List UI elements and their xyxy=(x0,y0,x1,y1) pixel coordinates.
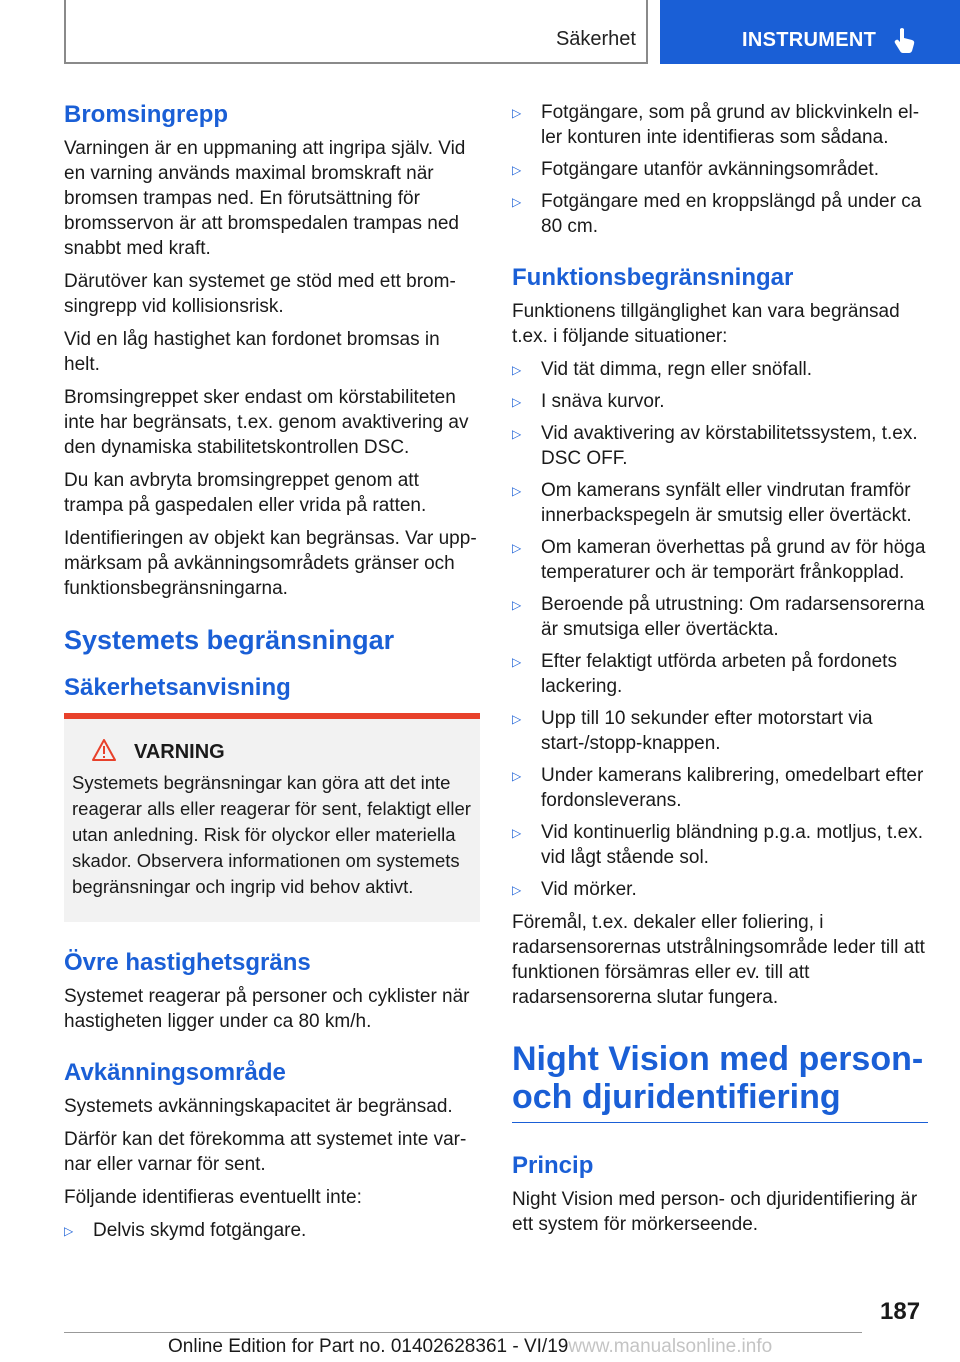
header-section-title: Säkerhet xyxy=(555,28,636,50)
triangle-bullet-icon: ▷ xyxy=(512,163,522,177)
list-item: ▷ Om kamerans synfält eller vindrutan framför innerbackspegeln är smutsig eller övertäckt. xyxy=(512,480,912,526)
header-chapter-title: INSTRUMENT xyxy=(742,29,877,51)
paragraph: Funktionens tillgänglighet kan vara begränsad t.ex. i följande situationer: xyxy=(512,301,900,347)
list-item: ▷ Vid avaktivering av körstabilitetssystem, t.ex. DSC OFF. xyxy=(512,423,918,469)
paragraph: Därför kan det förekomma att systemet inte varnar eller varnar för sent. xyxy=(64,1129,467,1175)
warning-text: Systemets begränsningar kan göra att det inte reagerar alls eller reagerar för sent, felaktigt eller utan anledning. Risk för olyckor eller materiella skador. Observera informationen om systemets begränsningar och ingrip vid behov aktivt. xyxy=(72,772,471,897)
bullet-list xyxy=(64,1218,480,1243)
triangle-bullet-icon: ▷ xyxy=(512,883,522,897)
footer-watermark: www.manualsonline.info xyxy=(568,1336,773,1357)
triangle-bullet-icon: ▷ xyxy=(512,712,522,726)
header-section-box xyxy=(64,0,648,64)
footer-edition-text: Online Edition for Part no. 01402628361 - VI/19 xyxy=(168,1336,569,1357)
list-item: ▷ Fotgängare, som på grund av blickvinkeln eller konturen inte identifieras som sådana. xyxy=(512,102,920,148)
list-item: ▷ Upp till 10 sekunder efter motorstart via start-/stopp-knappen. xyxy=(512,708,873,754)
paragraph: Vid en låg hastighet kan fordonet bromsas in helt. xyxy=(64,329,440,375)
triangle-bullet-icon: ▷ xyxy=(512,106,522,120)
heading-funktionsbegransningar: Funktionsbegränsningar xyxy=(512,264,794,291)
list-item: ▷ Under kamerans kalibrering, omedelbart efter fordonsleverans. xyxy=(512,765,924,811)
warning-label: VARNING xyxy=(134,741,225,763)
heading-bromsingrepp: Bromsingrepp xyxy=(64,101,229,128)
list-item: ▷ Fotgängare utanför avkänningsområdet. xyxy=(512,159,879,180)
list-item: ▷ Vid tät dimma, regn eller snöfall. xyxy=(512,359,813,380)
list-item: ▷ Vid kontinuerlig bländning p.g.a. motljus, t.ex. vid lågt stående sol. xyxy=(512,822,923,868)
list-item: ▷ I snäva kurvor. xyxy=(512,391,665,412)
triangle-bullet-icon: ▷ xyxy=(512,395,522,409)
warning-header xyxy=(92,739,472,766)
heading-night-vision: Night Vision med personoch djuridentifiering xyxy=(512,1040,928,1123)
hand-pointer-icon xyxy=(894,27,916,58)
heading-sakerhetsanvisning: Säkerhetsanvisning xyxy=(64,674,291,701)
triangle-bullet-icon: ▷ xyxy=(64,1224,74,1238)
heading-avkanningsomrade: Avkänningsområde xyxy=(64,1059,286,1086)
bullet-list xyxy=(512,100,928,239)
warning-box xyxy=(64,713,480,922)
triangle-bullet-icon: ▷ xyxy=(512,484,522,498)
paragraph: Bromsingreppet sker endast om körstabiliteten inte har begränsats, t.ex. genom avaktivering av den dynamiska stabilitetskontrollen DSC. xyxy=(64,387,469,458)
heading-systemets-begransningar: Systemets begränsningar xyxy=(64,625,395,655)
triangle-bullet-icon: ▷ xyxy=(512,655,522,669)
footer-edition xyxy=(168,1336,772,1358)
triangle-bullet-icon: ▷ xyxy=(512,598,522,612)
triangle-bullet-icon: ▷ xyxy=(512,363,522,377)
list-item: ▷ Vid mörker. xyxy=(512,879,637,900)
paragraph: Night Vision med person- och djuridentifiering är ett system för mörkerseende. xyxy=(512,1189,918,1235)
header-chapter-tab[interactable] xyxy=(660,0,960,64)
list-item: ▷ Om kameran överhettas på grund av för höga temperaturer och är temporärt frånkopplad. xyxy=(512,537,926,583)
list-item: ▷ Delvis skymd fotgängare. xyxy=(64,1220,307,1241)
footer-divider xyxy=(64,1332,862,1333)
list-item: ▷ Fotgängare med en kroppslängd på under ca 80 cm. xyxy=(512,191,922,237)
paragraph: Föremål, t.ex. dekaler eller foliering, i radarsensorernas utstrålningsområde leder till att funktionen försämras eller ev. till att radarsensorerna slutar fungera. xyxy=(512,912,925,1008)
triangle-bullet-icon: ▷ xyxy=(512,826,522,840)
heading-princip: Princip xyxy=(512,1152,594,1179)
paragraph: Varningen är en uppmaning att ingripa själv. Vid en varning används maximal bromskraft när bromsen trampas ned. En förutsättning för bromsservon är att bromspedalen trampas ned snabbt med kraft. xyxy=(64,138,466,259)
paragraph: Därutöver kan systemet ge stöd med ett bromsingrepp vid kollisionsrisk. xyxy=(64,271,456,317)
warning-triangle-icon xyxy=(92,739,116,766)
paragraph: Systemets avkänningskapacitet är begränsad. xyxy=(64,1096,453,1117)
list-item: ▷ Efter felaktigt utförda arbeten på fordonets lackering. xyxy=(512,651,897,697)
triangle-bullet-icon: ▷ xyxy=(512,769,522,783)
list-item: ▷ Beroende på utrustning: Om radarsensorerna är smutsiga eller övertäckta. xyxy=(512,594,925,640)
triangle-bullet-icon: ▷ xyxy=(512,427,522,441)
left-column xyxy=(64,100,480,1251)
triangle-bullet-icon: ▷ xyxy=(512,541,522,555)
triangle-bullet-icon: ▷ xyxy=(512,195,522,209)
paragraph: Identifieringen av objekt kan begränsas. Var uppmärksam på avkänningsområdets gränser och funktionsbegränsningarna. xyxy=(64,528,477,599)
right-column xyxy=(512,100,928,1245)
paragraph: Du kan avbryta bromsingreppet genom att trampa på gaspedalen eller vrida på ratten. xyxy=(64,470,427,516)
paragraph: Följande identifieras eventuellt inte: xyxy=(64,1187,362,1208)
page-number: 187 xyxy=(880,1298,921,1325)
paragraph: Systemet reagerar på personer och cyklister när hastigheten ligger under ca 80 km/h. xyxy=(64,986,470,1032)
bullet-list xyxy=(512,357,928,902)
heading-ovre-hastighetsgrans: Övre hastighetsgräns xyxy=(64,949,311,976)
